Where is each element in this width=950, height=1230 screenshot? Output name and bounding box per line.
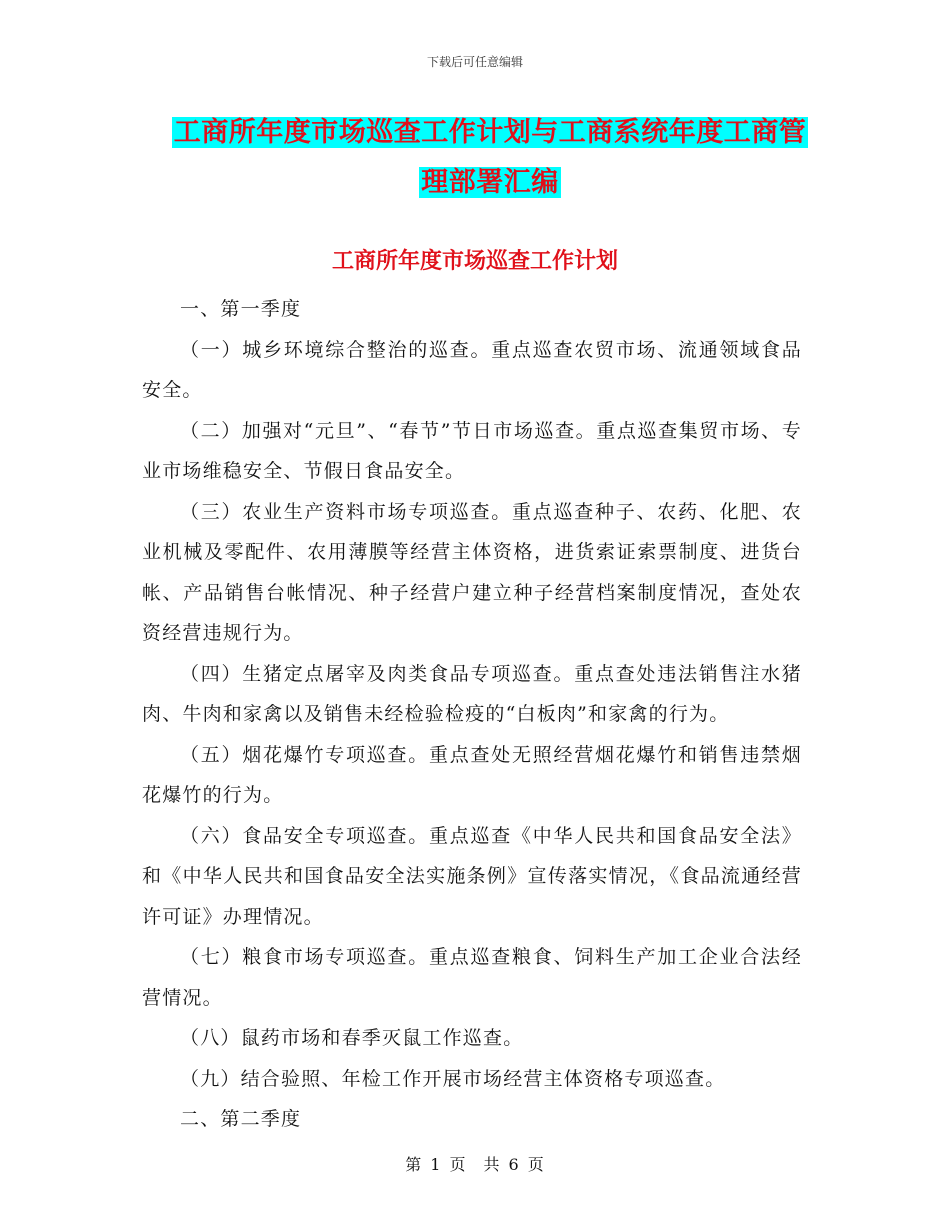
main-title — [140, 108, 840, 208]
paragraph: （二）加强对“元旦”、“春节”节日市场巡查。重点巡查集贸市场、专业市场维稳安全、节假日食品安全。 — [142, 419, 802, 482]
main-title-line-1: 工商所年度市场巡查工作计划与工商系统年度工商管 — [173, 117, 807, 148]
main-title-line-2: 理部署汇编 — [421, 167, 559, 198]
footer-mid: 页 共 — [449, 1155, 501, 1174]
footer-suffix: 页 — [527, 1155, 545, 1174]
paragraph: （五）烟花爆竹专项巡查。重点查处无照经营烟花爆竹和销售违禁烟花爆竹的行为。 — [142, 743, 802, 806]
section-title: 工商所年度市场巡查工作计划 — [331, 248, 618, 274]
paragraph: 二、第二季度 — [180, 1108, 302, 1130]
paragraph: （一）城乡环境综合整治的巡查。重点巡查农贸市场、流通领域食品安全。 — [142, 338, 802, 401]
body-text — [142, 289, 802, 1140]
page-footer — [0, 1152, 950, 1175]
paragraph: （八）鼠药市场和春季灭鼠工作巡查。 — [180, 1027, 524, 1049]
paragraph: 一、第一季度 — [180, 298, 302, 320]
footer-total-pages: 6 — [508, 1155, 520, 1174]
paragraph: （三）农业生产资料市场专项巡查。重点巡查种子、农药、化肥、农业机械及零配件、农用薄膜等经营主体资格，进货索证索票制度、进货台帐、产品销售台帐情况、种子经营户建立种子经营档案制度情况，查处农资经营违规行为。 — [142, 500, 802, 644]
footer-page-number: 1 — [430, 1155, 442, 1174]
footer-prefix: 第 — [405, 1155, 423, 1174]
paragraph: （四）生猪定点屠宰及肉类食品专项巡查。重点查处违法销售注水猪肉、牛肉和家禽以及销售未经检验检疫的“白板肉”和家禽的行为。 — [142, 662, 802, 725]
paragraph: （七）粮食市场专项巡查。重点巡查粮食、饲料生产加工企业合法经营情况。 — [142, 946, 802, 1009]
paragraph: （九）结合验照、年检工作开展市场经营主体资格专项巡查。 — [180, 1067, 726, 1090]
paragraph: （六）食品安全专项巡查。重点巡查《中华人民共和国食品安全法》和《中华人民共和国食品安全法实施条例》宣传落实情况，《食品流通经营许可证》办理情况。 — [142, 824, 802, 928]
header-note: 下载后可任意编辑 — [426, 55, 523, 69]
